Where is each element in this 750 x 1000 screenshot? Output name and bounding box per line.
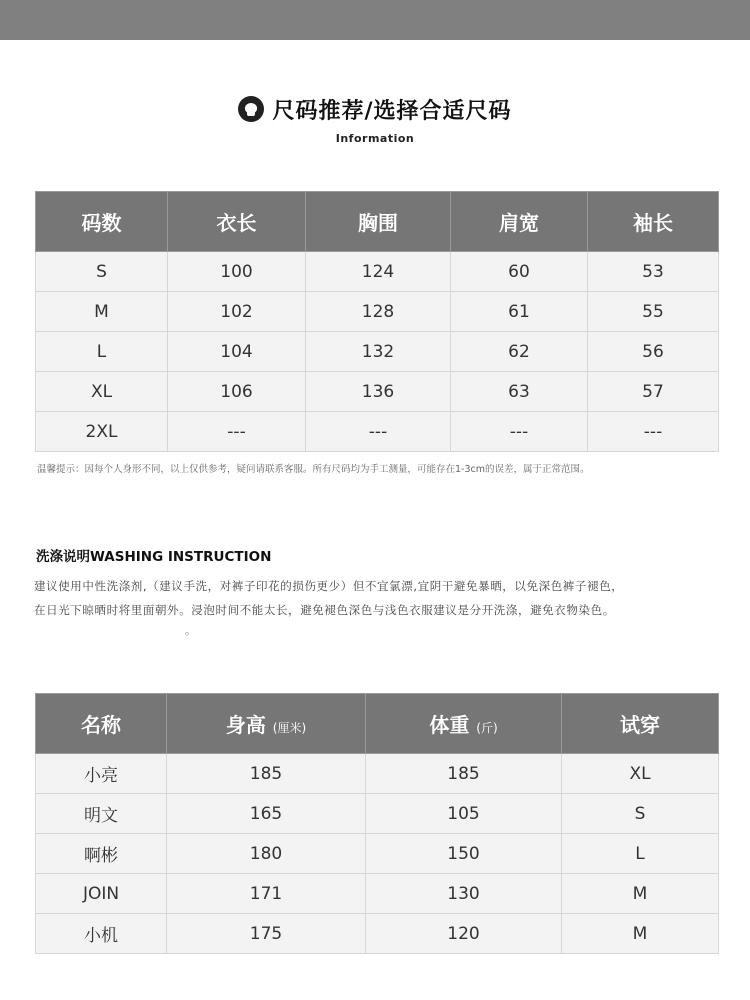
table-cell: S: [36, 252, 168, 292]
table-cell: 57: [588, 372, 719, 412]
table-cell: 小亮: [36, 754, 167, 794]
table-cell: 171: [167, 874, 366, 914]
title-row: [0, 92, 750, 126]
table-cell: 63: [451, 372, 588, 412]
page-title: 尺码推荐/选择合适尺码: [272, 98, 512, 124]
model-col-header: 体重 (斤): [366, 694, 562, 754]
table-cell: M: [562, 914, 719, 954]
size-col-header: 胸围: [306, 192, 451, 252]
table-row: [36, 914, 719, 954]
table-cell: ---: [451, 412, 588, 452]
model-col-header: 试穿: [562, 694, 719, 754]
unit-label: (厘米): [272, 721, 307, 735]
table-cell: 132: [306, 332, 451, 372]
table-row: [36, 794, 719, 834]
unit-label: (斤): [476, 721, 498, 735]
table-cell: 啊彬: [36, 834, 167, 874]
table-row: [36, 372, 719, 412]
table-cell: 185: [167, 754, 366, 794]
table-cell: 102: [168, 292, 306, 332]
table-row: [36, 292, 719, 332]
table-cell: 124: [306, 252, 451, 292]
table-cell: 55: [588, 292, 719, 332]
table-cell: XL: [36, 372, 168, 412]
size-table-header-row: [36, 192, 719, 252]
table-cell: L: [562, 834, 719, 874]
table-cell: M: [36, 292, 168, 332]
table-cell: 104: [168, 332, 306, 372]
table-cell: 60: [451, 252, 588, 292]
table-cell: 150: [366, 834, 562, 874]
size-note: 温馨提示：因每个人身形不同，以上仅供参考，疑问请联系客服。所有尺码均为手工测量，可能存在1-3cm的误差，属于正常范围。: [37, 464, 590, 475]
table-cell: 小机: [36, 914, 167, 954]
washing-line: 在日光下晾晒时将里面朝外。浸泡时间不能太长，避免褪色深色与浅色衣服建议是分开洗涤，避免衣物染色。: [34, 603, 615, 617]
model-col-header: 身高 (厘米): [167, 694, 366, 754]
table-cell: JOIN: [36, 874, 167, 914]
washing-instructions: [34, 574, 724, 622]
table-cell: M: [562, 874, 719, 914]
table-cell: 175: [167, 914, 366, 954]
table-cell: 136: [306, 372, 451, 412]
table-cell: ---: [306, 412, 451, 452]
table-row: [36, 252, 719, 292]
size-col-header: 衣长: [168, 192, 306, 252]
table-cell: S: [562, 794, 719, 834]
table-cell: 53: [588, 252, 719, 292]
table-cell: ---: [588, 412, 719, 452]
table-cell: 180: [167, 834, 366, 874]
brand-logo-icon: [238, 96, 264, 122]
table-cell: 165: [167, 794, 366, 834]
table-cell: 185: [366, 754, 562, 794]
table-cell: 128: [306, 292, 451, 332]
washing-line: 建议使用中性洗涤剂,（建议手洗，对裤子印花的损伤更少）但不宜氯漂,宜阴干避免暴晒，以免深色裤子褪色，: [34, 579, 624, 593]
table-cell: 120: [366, 914, 562, 954]
table-cell: ---: [168, 412, 306, 452]
size-col-header: 肩宽: [451, 192, 588, 252]
washing-heading: 洗涤说明WASHING INSTRUCTION: [36, 549, 272, 565]
washing-trailing-mark: 。: [185, 624, 196, 637]
model-table: [35, 693, 719, 954]
table-row: [36, 332, 719, 372]
table-cell: 100: [168, 252, 306, 292]
table-cell: 106: [168, 372, 306, 412]
table-row: [36, 754, 719, 794]
table-cell: 62: [451, 332, 588, 372]
table-cell: 105: [366, 794, 562, 834]
table-cell: 2XL: [36, 412, 168, 452]
table-row: [36, 874, 719, 914]
table-cell: 56: [588, 332, 719, 372]
size-col-header: 袖长: [588, 192, 719, 252]
table-cell: 61: [451, 292, 588, 332]
table-row: [36, 412, 719, 452]
top-banner: [0, 0, 750, 40]
page-subtitle: Information: [335, 132, 415, 145]
table-cell: 130: [366, 874, 562, 914]
table-cell: 明文: [36, 794, 167, 834]
table-cell: L: [36, 332, 168, 372]
size-col-header: 码数: [36, 192, 168, 252]
table-row: [36, 834, 719, 874]
table-cell: XL: [562, 754, 719, 794]
size-table: [35, 191, 719, 452]
model-table-header-row: [36, 694, 719, 754]
model-col-header: 名称: [36, 694, 167, 754]
